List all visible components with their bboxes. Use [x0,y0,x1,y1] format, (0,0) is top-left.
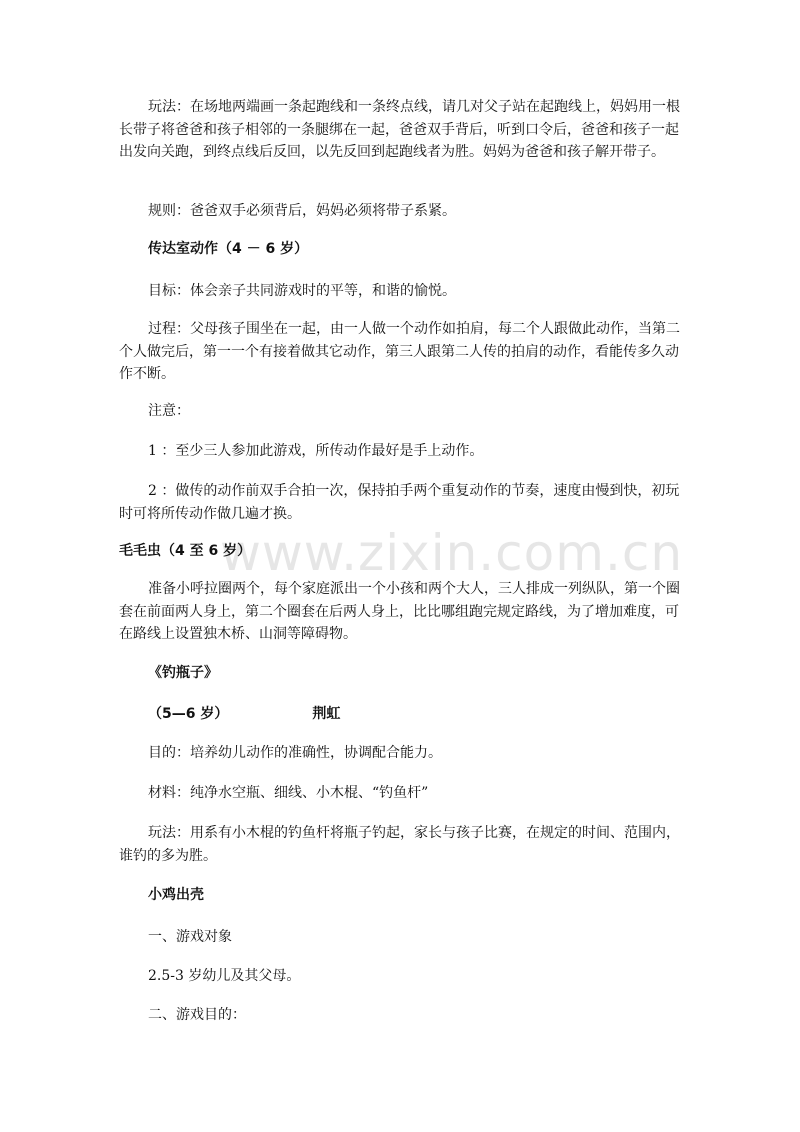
heading-chick-hatch: 小鸡出壳 [148,887,204,903]
heading-age-author [119,703,683,726]
age-range: （5—6 岁） [148,706,229,722]
paragraph-goal: 目标：体会亲子共同游戏时的平等，和谐的愉悦。 [148,283,456,299]
paragraph-materials: 材料：纯净水空瓶、细线、小木棍、“钓鱼杆” [148,785,429,801]
paragraph-note-1: 1 ：至少三人参加此游戏，所传动作最好是手上动作。 [148,443,484,459]
paragraph-play-rules: 玩法：在场地两端画一条起跑线和一条终点线，请几对父子站在起跑线上，妈妈用一根长带子将爸爸和孩子相邻的一条腿绑在一起，爸爸双手背后，听到口令后，爸爸和孩子一起出发向关跑，到终点线后反回，以先反回到起跑线者为胜。妈妈为爸爸和孩子解开带子。 [119,99,680,160]
paragraph-process: 过程：父母孩子围坐在一起，由一人做一个动作如拍肩，每二个人跟做此动作，当第二个人做完后，第一一个有接着做其它动作，第三人跟第二人传的拍肩的动作，看能传多久动作不断。 [119,321,680,382]
author-name: 荆虹 [312,706,341,722]
paragraph-rules: 规则：爸爸双手必须背后，妈妈必须将带子系紧。 [148,203,456,219]
watermark: www.zixin.com.cn [220,524,684,582]
heading-fishing-bottles: 《钓瓶子》 [148,665,218,681]
paragraph-note-2: 2 ：做传的动作前双手合拍一次，保持拍手两个重复动作的节奏，速度由慢到快，初玩时可将所传动作做几遍才换。 [119,483,680,522]
paragraph-notes-label: 注意： [148,403,190,419]
paragraph-fishing-play: 玩法：用系有小木棍的钓鱼杆将瓶子钓起，家长与孩子比赛，在规定的时间、范围内，谁钓的多为胜。 [119,825,680,864]
paragraph-caterpillar: 准备小呼拉圈两个，每个家庭派出一个小孩和两个大人，三人排成一列纵队，第一个圈套在前面两人身上，第二个圈套在后两人身上，比比哪组跑完规定路线，为了增加难度，可在路线上设置独木桥、山洞等障碍物。 [119,581,680,642]
heading-caterpillar: 毛毛虫（4 至 6 岁） [119,543,252,559]
paragraph-game-target-label: 一、游戏对象 [148,929,232,945]
paragraph-game-target: 2.5-3 岁幼儿及其父母。 [148,968,301,984]
paragraph-purpose: 目的：培养幼儿动作的准确性，协调配合能力。 [148,745,442,761]
paragraph-game-purpose-label: 二、游戏目的： [148,1007,246,1023]
heading-relay-action: 传达室动作（4 － 6 岁） [148,241,309,257]
